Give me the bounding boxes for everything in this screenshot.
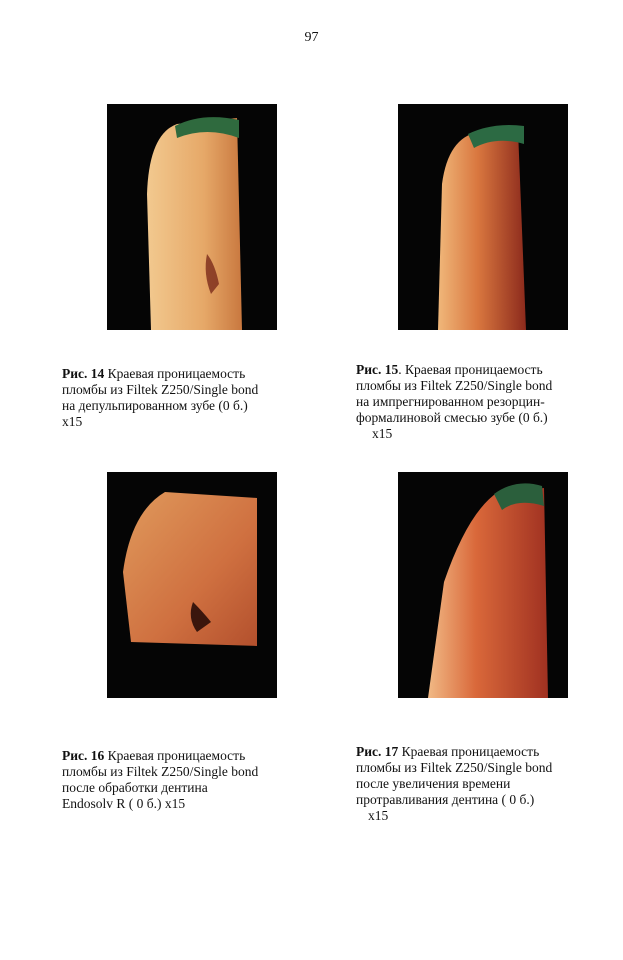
caption-line: пломбы из Filtek Z250/Single bond bbox=[62, 382, 259, 397]
figure-15-image bbox=[398, 104, 568, 330]
figure-label: Рис. 15 bbox=[356, 362, 399, 377]
caption-line: пломбы из Filtek Z250/Single bond bbox=[62, 764, 259, 779]
caption-line: Endosolv R ( 0 б.) x15 bbox=[62, 796, 186, 811]
figure-14-image bbox=[107, 104, 277, 330]
figure-16-caption bbox=[62, 748, 292, 812]
caption-line: после обработки дентина bbox=[62, 780, 208, 795]
caption-line: после увеличения времени bbox=[356, 776, 511, 791]
figure-label: Рис. 17 bbox=[356, 744, 399, 759]
caption-line: . Краевая проницаемость bbox=[398, 362, 543, 377]
caption-line: x15 bbox=[368, 808, 389, 823]
figure-17-image bbox=[398, 472, 568, 698]
caption-line: протравливания дентина ( 0 б.) bbox=[356, 792, 535, 807]
figure-15-caption bbox=[356, 362, 606, 442]
figure-label: Рис. 16 bbox=[62, 748, 105, 763]
caption-line: x15 bbox=[62, 414, 83, 429]
figure-14-caption bbox=[62, 366, 292, 430]
caption-line: Краевая проницаемость bbox=[107, 748, 246, 763]
page-number: 97 bbox=[304, 30, 319, 45]
caption-line: на депульпированном зубе (0 б.) bbox=[62, 398, 248, 413]
caption-line: пломбы из Filtek Z250/Single bond bbox=[356, 378, 553, 393]
caption-line: на импрегнированном резорцин- bbox=[356, 394, 545, 409]
caption-line: формалиновой смесью зубе (0 б.) bbox=[356, 410, 548, 425]
caption-line: пломбы из Filtek Z250/Single bond bbox=[356, 760, 553, 775]
caption-line: x15 bbox=[372, 426, 393, 441]
caption-line: Краевая проницаемость bbox=[107, 366, 246, 381]
figure-label: Рис. 14 bbox=[62, 366, 105, 381]
figure-17-caption bbox=[356, 744, 606, 824]
figure-16-image bbox=[107, 472, 277, 698]
caption-line: Краевая проницаемость bbox=[401, 744, 540, 759]
